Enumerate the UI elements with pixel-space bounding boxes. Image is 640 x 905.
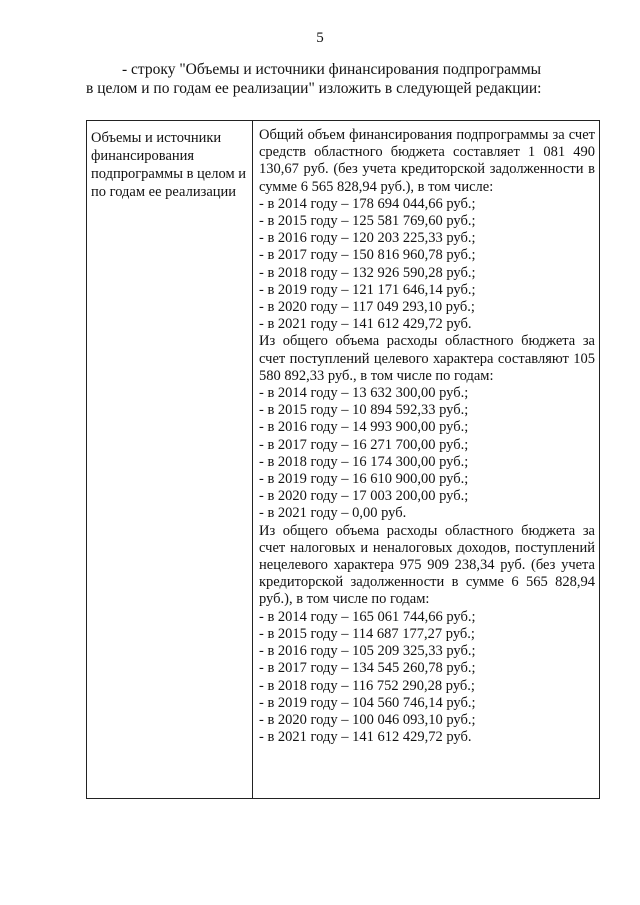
list-item: - в 2021 году – 141 612 429,72 руб.	[259, 729, 472, 746]
table-left-cell	[87, 121, 253, 798]
list-item: - в 2018 году – 116 752 290,28 руб.;	[259, 677, 475, 694]
list-item: - в 2019 году – 104 560 746,14 руб.;	[259, 694, 476, 711]
total-years-list	[259, 196, 595, 334]
page-number: 5	[316, 30, 324, 46]
list-item: - в 2017 году – 134 545 260,78 руб.;	[259, 660, 476, 677]
list-item: - в 2021 году – 141 612 429,72 руб.	[259, 316, 472, 333]
list-item: - в 2021 году – 0,00 руб.	[259, 505, 407, 522]
tax-financing-paragraph: Из общего объема расходы областного бюджета за счет налоговых и неналоговых доходов, поступлений нецелевого характера 975 909 238,34 руб. (без учета кредиторской задолженности в сумме 6 565 828,94 руб.), в том числе по годам:	[259, 522, 595, 608]
list-item: - в 2016 году – 105 209 325,33 руб.;	[259, 643, 476, 660]
list-item: - в 2015 году – 114 687 177,27 руб.;	[259, 625, 475, 642]
list-item: - в 2018 году – 16 174 300,00 руб.;	[259, 453, 469, 470]
table-right-cell	[253, 121, 599, 798]
tax-years-list	[259, 609, 595, 747]
intro-paragraph	[86, 60, 598, 98]
total-financing-paragraph: Общий объем финансирования подпрограммы за счет средств областного бюджета составляет 1 081 490 130,67 руб. (без учета кредиторской задолженности в сумме 6 565 828,94 руб.), в том числе:	[259, 127, 595, 195]
list-item: - в 2019 году – 121 171 646,14 руб.;	[259, 281, 476, 298]
list-item: - в 2020 году – 17 003 200,00 руб.;	[259, 488, 469, 505]
list-item: - в 2014 году – 178 694 044,66 руб.;	[259, 195, 476, 212]
targeted-years-list	[259, 385, 595, 523]
list-item: - в 2015 году – 10 894 592,33 руб.;	[259, 402, 469, 419]
list-item: - в 2017 году – 150 816 960,78 руб.;	[259, 247, 476, 264]
intro-line-2: в целом и по годам ее реализации" изложить в следующей редакции:	[86, 80, 542, 97]
list-item: - в 2019 году – 16 610 900,00 руб.;	[259, 471, 469, 488]
list-item: - в 2014 году – 165 061 744,66 руб.;	[259, 608, 476, 625]
targeted-financing-paragraph: Из общего объема расходы областного бюджета за счет поступлений целевого характера составляют 105 580 892,33 руб., в том числе по годам:	[259, 333, 595, 384]
list-item: - в 2017 году – 16 271 700,00 руб.;	[259, 436, 469, 453]
intro-line-1: - строку "Объемы и источники финансирования подпрограммы	[122, 61, 542, 78]
financing-table	[86, 120, 600, 799]
left-label: Объемы и источники финансирования подпрограммы в целом и по годам ее реализации	[91, 130, 247, 200]
list-item: - в 2016 году – 14 993 900,00 руб.;	[259, 419, 469, 436]
list-item: - в 2020 году – 117 049 293,10 руб.;	[259, 299, 475, 316]
list-item: - в 2015 году – 125 581 769,60 руб.;	[259, 213, 476, 230]
list-item: - в 2014 году – 13 632 300,00 руб.;	[259, 385, 469, 402]
list-item: - в 2020 году – 100 046 093,10 руб.;	[259, 711, 476, 728]
list-item: - в 2018 году – 132 926 590,28 руб.;	[259, 264, 476, 281]
list-item: - в 2016 году – 120 203 225,33 руб.;	[259, 230, 476, 247]
